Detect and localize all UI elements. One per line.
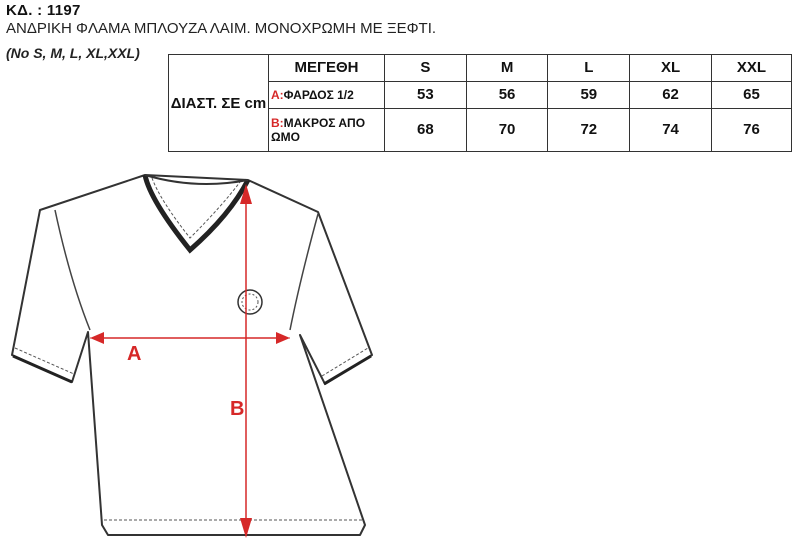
- length-text: ΜΑΚΡΟΣ ΑΠΟ ΩΜΟ: [270, 115, 366, 144]
- width-label: [268, 81, 384, 108]
- width-value-xxl: 65: [711, 81, 791, 108]
- width-code: A:: [270, 87, 284, 102]
- tshirt-diagram: [0, 150, 800, 551]
- length-value-xxl: 76: [711, 108, 791, 151]
- width-value-xl: 62: [630, 81, 712, 108]
- size-m: M: [466, 55, 548, 82]
- length-code: B:: [270, 115, 284, 130]
- width-value-s: 53: [384, 81, 466, 108]
- sizes-note: (No S, M, L, XL,XXL): [6, 45, 140, 61]
- size-s: S: [384, 55, 466, 82]
- width-value-m: 56: [466, 81, 548, 108]
- length-value-xl: 74: [630, 108, 712, 151]
- size-xxl: XXL: [711, 55, 791, 82]
- width-text: ΦΑΡΔΟΣ 1/2: [283, 87, 354, 102]
- tshirt-outline: [12, 175, 372, 535]
- size-l: L: [548, 55, 630, 82]
- product-title: ΑΝΔΡΙΚΗ ΦΛΑΜΑ ΜΠΛΟΥΖΑ ΛΑΙΜ. ΜΟΝΟΧΡΩΜΗ ΜΕ ΞΕΦΤΙ.: [6, 20, 437, 37]
- product-code: ΚΔ. : 1197: [6, 2, 81, 19]
- length-value-l: 72: [548, 108, 630, 151]
- size-header-row: [169, 55, 792, 82]
- length-value-s: 68: [384, 108, 466, 151]
- width-value-l: 59: [548, 81, 630, 108]
- dimensions-unit-label: ΔΙΑΣΤ. ΣΕ cm: [169, 55, 269, 152]
- size-chart-table: [168, 54, 792, 152]
- length-value-m: 70: [466, 108, 548, 151]
- label-a: A: [127, 343, 142, 365]
- sizes-header: ΜΕΓΕΘΗ: [268, 55, 384, 82]
- length-label: [268, 108, 384, 151]
- label-b: B: [230, 398, 245, 420]
- size-xl: XL: [630, 55, 712, 82]
